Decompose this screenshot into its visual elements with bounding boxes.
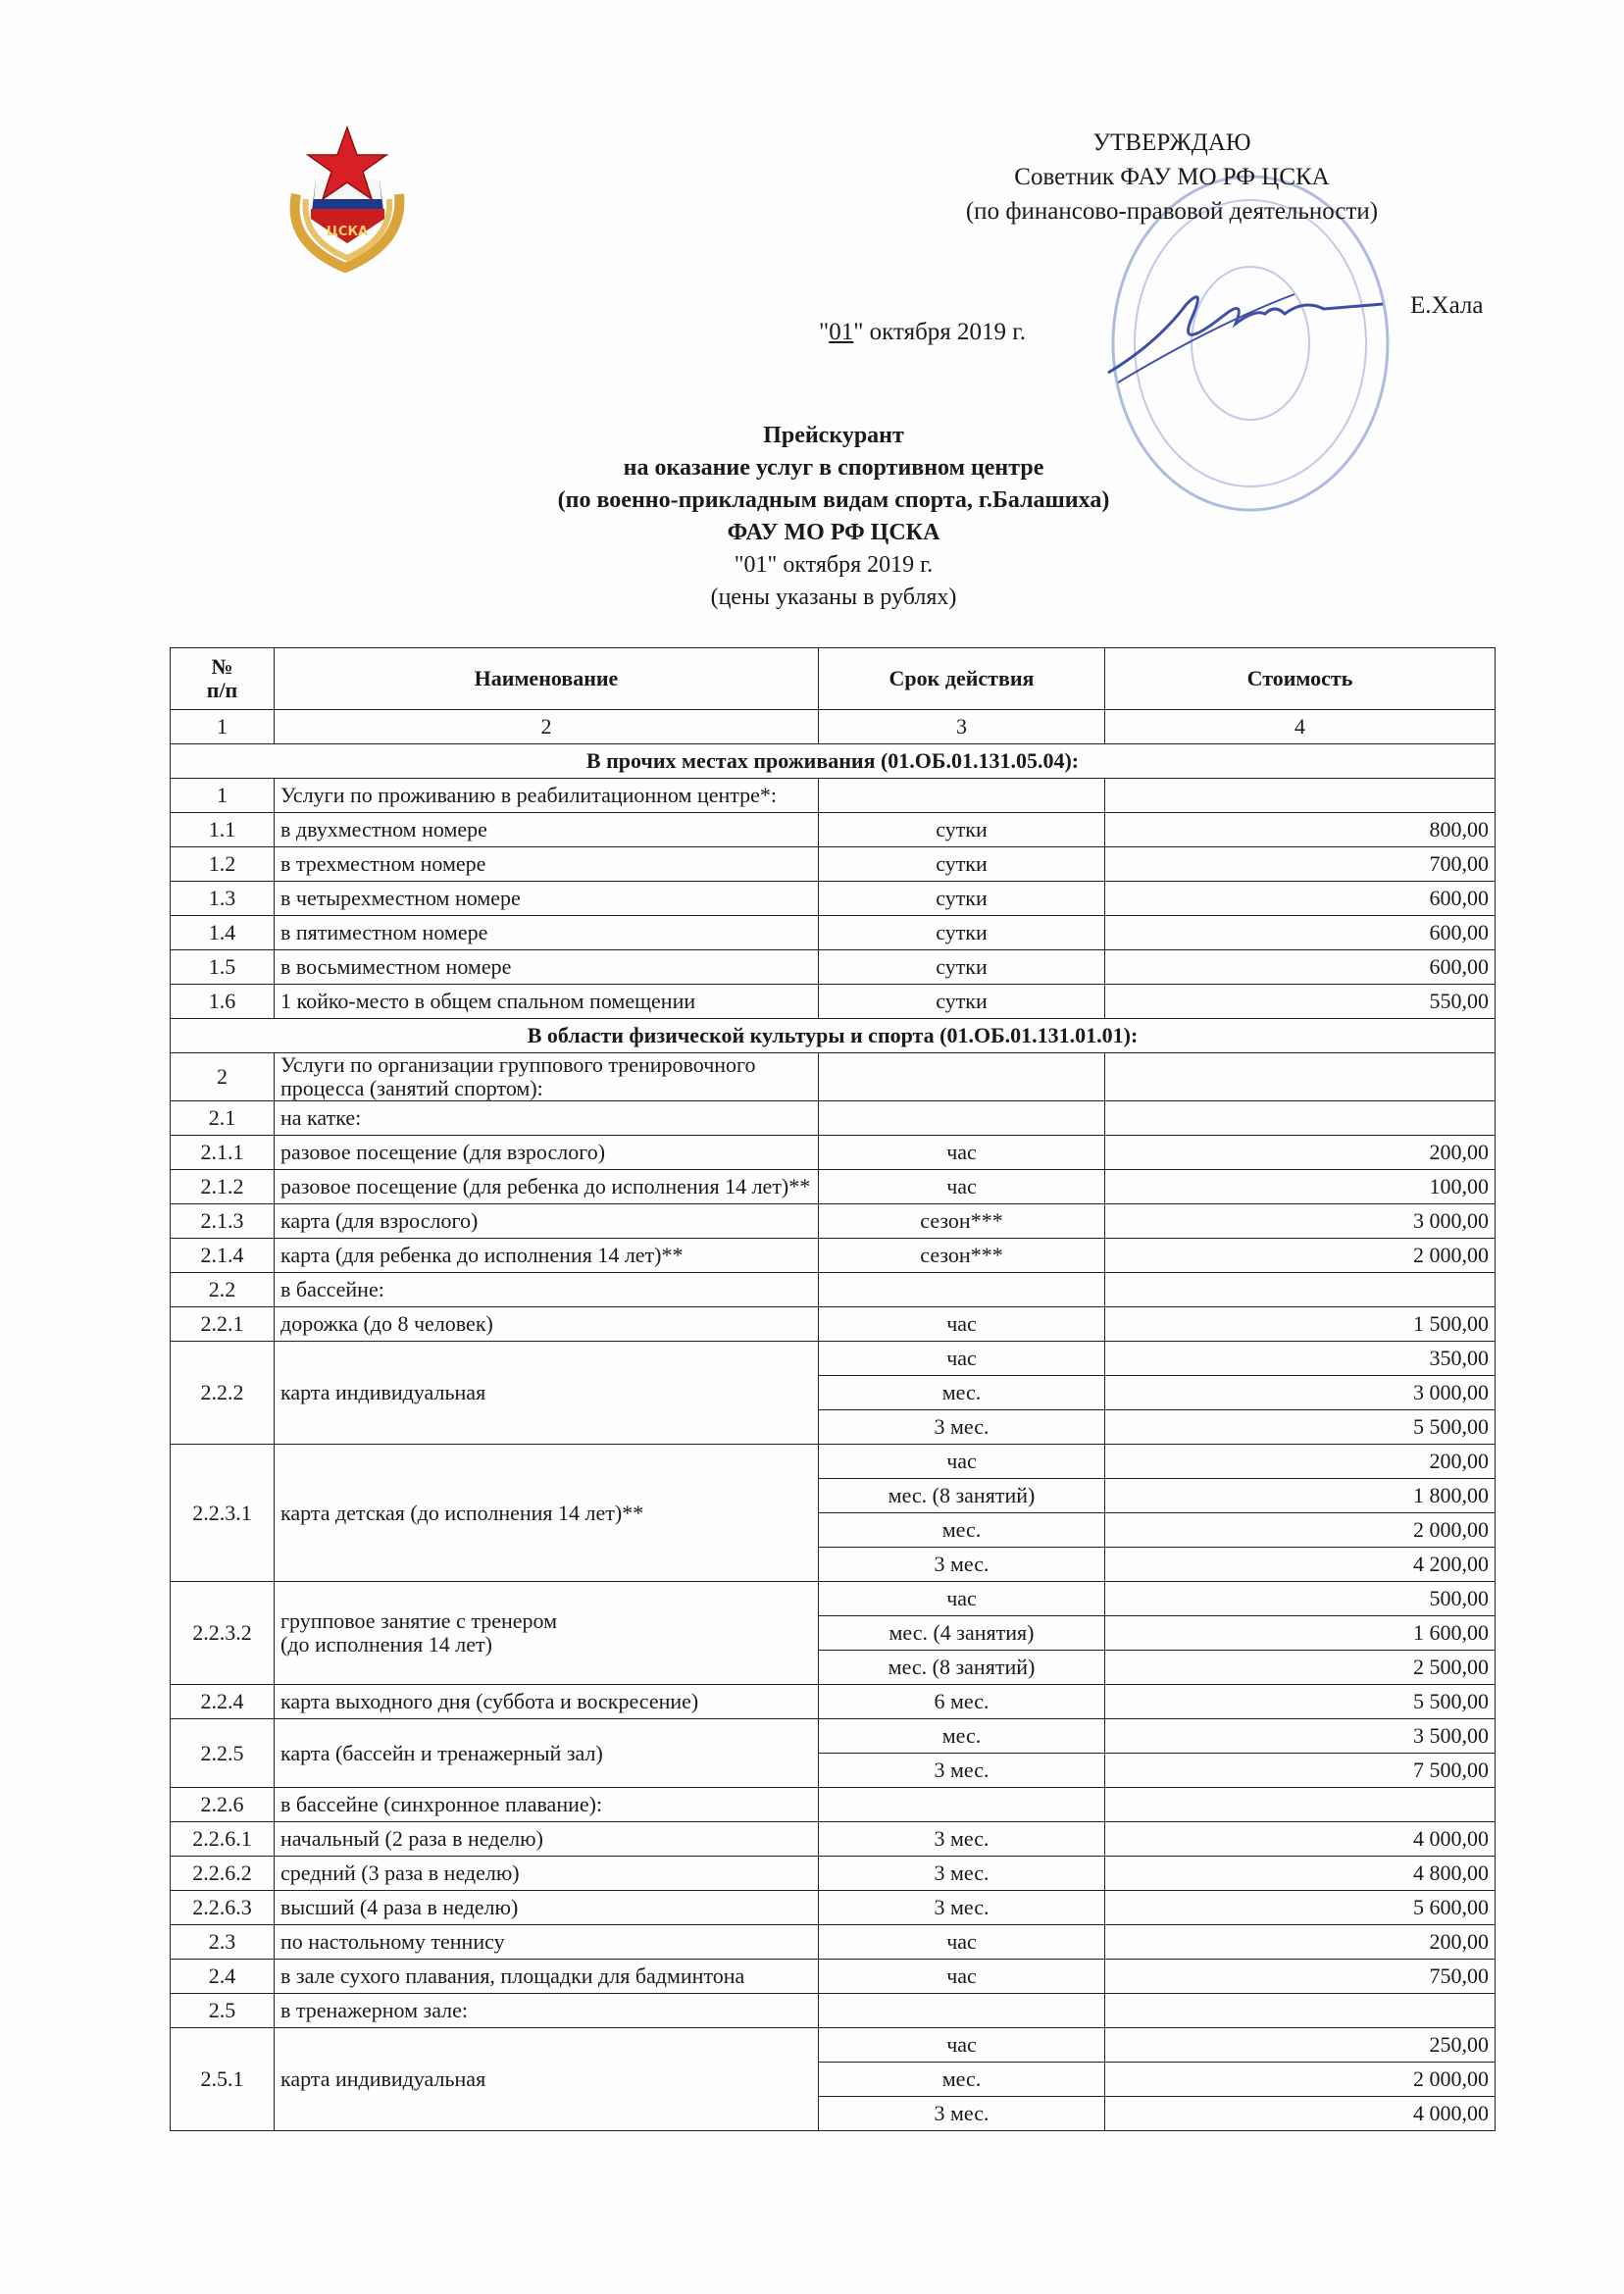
row-price: 600,00 [1105, 916, 1496, 950]
row-term: 6 мес. [819, 1685, 1105, 1719]
section-title: В области физической культуры и спорта (01.ОБ.01.131.01.01): [171, 1019, 1496, 1053]
row-term [819, 1101, 1105, 1136]
cska-emblem-logo [286, 126, 414, 273]
row-name: Услуги по организации группового тренировочного процесса (занятий спортом): [275, 1053, 819, 1101]
section-row [171, 1019, 1496, 1053]
approval-date-quote: " [819, 319, 830, 345]
row-term: сезон*** [819, 1239, 1105, 1273]
approval-position-detail: (по финансово-правовой деятельности) [965, 198, 1379, 225]
row-number: 2.2.3.1 [171, 1445, 275, 1582]
row-price [1105, 779, 1496, 813]
row-term: сутки [819, 847, 1105, 882]
row-term: сутки [819, 950, 1105, 985]
table-header-row [171, 648, 1496, 710]
header-number-sign: № [211, 654, 233, 679]
approval-date [819, 319, 1026, 346]
row-price: 5 600,00 [1105, 1891, 1496, 1925]
row-term: 3 мес. [819, 1891, 1105, 1925]
table-row [171, 847, 1496, 882]
row-term: час [819, 1307, 1105, 1342]
row-number: 2.2.6.2 [171, 1857, 275, 1891]
table-row [171, 1685, 1496, 1719]
row-price: 200,00 [1105, 1136, 1496, 1170]
row-term: 3 мес. [819, 1754, 1105, 1788]
row-number: 2.1.3 [171, 1204, 275, 1239]
row-term: мес. [819, 1719, 1105, 1754]
row-price: 1 500,00 [1105, 1307, 1496, 1342]
table-row [171, 1101, 1496, 1136]
table-row [171, 1445, 1496, 1479]
row-price: 600,00 [1105, 950, 1496, 985]
row-price: 4 000,00 [1105, 2097, 1496, 2131]
row-number: 1.2 [171, 847, 275, 882]
table-row [171, 1582, 1496, 1616]
row-term: час [819, 1342, 1105, 1376]
approval-position: Советник ФАУ МО РФ ЦСКА [1014, 164, 1330, 190]
header-number [171, 648, 275, 710]
row-number: 2.2.2 [171, 1342, 275, 1445]
row-name: карта индивидуальная [275, 1342, 819, 1445]
row-number: 2.2.6 [171, 1788, 275, 1822]
row-name: в четырехместном номере [275, 882, 819, 916]
table-row [171, 1239, 1496, 1273]
row-term: 3 мес. [819, 2097, 1105, 2131]
colnum: 1 [171, 710, 275, 744]
table-row [171, 1994, 1496, 2028]
title-line-1: Прейскурант [763, 423, 904, 448]
row-price: 2 500,00 [1105, 1651, 1496, 1685]
row-name: разовое посещение (для взрослого) [275, 1136, 819, 1170]
price-table [170, 647, 1496, 2131]
row-price: 350,00 [1105, 1342, 1496, 1376]
row-price: 3 500,00 [1105, 1719, 1496, 1754]
row-term: сутки [819, 916, 1105, 950]
row-name: начальный (2 раза в неделю) [275, 1822, 819, 1857]
row-number: 1.3 [171, 882, 275, 916]
row-name: карта детская (до исполнения 14 лет)** [275, 1445, 819, 1582]
row-number: 2.2.4 [171, 1685, 275, 1719]
column-number-row [171, 710, 1496, 744]
row-price: 500,00 [1105, 1582, 1496, 1616]
row-term: 3 мес. [819, 1548, 1105, 1582]
row-number: 1.6 [171, 985, 275, 1019]
title-date: "01" октября 2019 г. [734, 552, 934, 578]
row-term [819, 1273, 1105, 1307]
table-row [171, 2028, 1496, 2063]
row-term: сутки [819, 985, 1105, 1019]
row-term [819, 1788, 1105, 1822]
row-number: 2.2.1 [171, 1307, 275, 1342]
row-term: сутки [819, 813, 1105, 847]
approval-heading: УТВЕРЖДАЮ [1092, 129, 1251, 156]
row-number: 2.2.3.2 [171, 1582, 275, 1685]
table-row [171, 1273, 1496, 1307]
section-row [171, 744, 1496, 779]
row-number: 2.3 [171, 1925, 275, 1960]
row-number: 2.2.6.3 [171, 1891, 275, 1925]
row-term: мес. [819, 2063, 1105, 2097]
row-number: 1.1 [171, 813, 275, 847]
header-name: Наименование [275, 648, 819, 710]
row-name: карта индивидуальная [275, 2028, 819, 2131]
row-price: 700,00 [1105, 847, 1496, 882]
row-price [1105, 1994, 1496, 2028]
title-line-2: на оказание услуг в спортивном центре [623, 455, 1044, 481]
row-number: 2.1.1 [171, 1136, 275, 1170]
row-term: час [819, 1136, 1105, 1170]
row-name: разовое посещение (для ребенка до исполнения 14 лет)** [275, 1170, 819, 1204]
table-row [171, 1307, 1496, 1342]
row-name: на катке: [275, 1101, 819, 1136]
row-price: 4 800,00 [1105, 1857, 1496, 1891]
table-row [171, 1788, 1496, 1822]
table-row [171, 1342, 1496, 1376]
row-name: в бассейне: [275, 1273, 819, 1307]
header-term: Срок действия [819, 648, 1105, 710]
row-name: 1 койко-место в общем спальном помещении [275, 985, 819, 1019]
row-name: высший (4 раза в неделю) [275, 1891, 819, 1925]
approval-date-rest: " октября 2019 г. [853, 319, 1026, 345]
row-name: в пятиместном номере [275, 916, 819, 950]
row-price: 7 500,00 [1105, 1754, 1496, 1788]
table-row [171, 813, 1496, 847]
row-number: 1 [171, 779, 275, 813]
section-title: В прочих местах проживания (01.ОБ.01.131.05.04): [171, 744, 1496, 779]
table-row [171, 1170, 1496, 1204]
row-name: в тренажерном зале: [275, 1994, 819, 2028]
row-name: Услуги по проживанию в реабилитационном центре*: [275, 779, 819, 813]
row-price [1105, 1101, 1496, 1136]
row-price: 800,00 [1105, 813, 1496, 847]
table-row [171, 916, 1496, 950]
row-term: 3 мес. [819, 1410, 1105, 1445]
row-name-line: (до исполнения 14 лет) [280, 1632, 492, 1657]
row-number: 2.5 [171, 1994, 275, 2028]
row-number: 2.2.5 [171, 1719, 275, 1788]
row-price: 600,00 [1105, 882, 1496, 916]
row-price [1105, 1053, 1496, 1101]
row-name: карта выходного дня (суббота и воскресение) [275, 1685, 819, 1719]
table-row [171, 985, 1496, 1019]
row-number: 2 [171, 1053, 275, 1101]
header-price: Стоимость [1105, 648, 1496, 710]
row-price: 4 200,00 [1105, 1548, 1496, 1582]
row-price: 3 000,00 [1105, 1204, 1496, 1239]
emblem-text: ЦСКА [326, 225, 369, 239]
row-name: в зале сухого плавания, площадки для бадминтона [275, 1960, 819, 1994]
row-name: карта (для взрослого) [275, 1204, 819, 1239]
row-term: час [819, 1582, 1105, 1616]
row-price: 2 000,00 [1105, 1513, 1496, 1548]
row-number: 1.5 [171, 950, 275, 985]
title-note: (цены указаны в рублях) [710, 585, 957, 610]
row-price: 550,00 [1105, 985, 1496, 1019]
table-row [171, 1960, 1496, 1994]
table-row [171, 1891, 1496, 1925]
row-term: час [819, 1170, 1105, 1204]
table-row [171, 1719, 1496, 1754]
approval-date-day: 01 [829, 319, 854, 345]
header-number-abbr: п/п [206, 678, 238, 702]
row-price: 750,00 [1105, 1960, 1496, 1994]
row-name: в восьмиместном номере [275, 950, 819, 985]
table-row [171, 882, 1496, 916]
row-number: 2.1.4 [171, 1239, 275, 1273]
colnum: 2 [275, 710, 819, 744]
row-number: 2.1.2 [171, 1170, 275, 1204]
document-title [294, 420, 1373, 614]
row-term: сутки [819, 882, 1105, 916]
row-term: час [819, 1445, 1105, 1479]
table-row [171, 1857, 1496, 1891]
row-term: час [819, 2028, 1105, 2063]
row-price: 2 000,00 [1105, 1239, 1496, 1273]
colnum: 4 [1105, 710, 1496, 744]
row-price: 3 000,00 [1105, 1376, 1496, 1410]
row-name: в трехместном номере [275, 847, 819, 882]
table-row [171, 1136, 1496, 1170]
table-row [171, 779, 1496, 813]
row-term: час [819, 1960, 1105, 1994]
row-price: 1 600,00 [1105, 1616, 1496, 1651]
table-row [171, 1925, 1496, 1960]
row-name: карта (для ребенка до исполнения 14 лет)** [275, 1239, 819, 1273]
row-price: 100,00 [1105, 1170, 1496, 1204]
colnum: 3 [819, 710, 1105, 744]
row-term: мес. [819, 1376, 1105, 1410]
row-term: час [819, 1925, 1105, 1960]
table-row [171, 1822, 1496, 1857]
row-price: 1 800,00 [1105, 1479, 1496, 1513]
row-price: 4 000,00 [1105, 1822, 1496, 1857]
row-price [1105, 1788, 1496, 1822]
table-row [171, 1053, 1496, 1101]
approval-block [912, 126, 1432, 229]
row-price: 200,00 [1105, 1445, 1496, 1479]
row-number: 2.4 [171, 1960, 275, 1994]
row-price: 200,00 [1105, 1925, 1496, 1960]
signer-name: Е.Хала [1410, 292, 1484, 319]
table-row [171, 1204, 1496, 1239]
row-price: 2 000,00 [1105, 2063, 1496, 2097]
row-number: 2.2 [171, 1273, 275, 1307]
title-line-3: (по военно-прикладным видам спорта, г.Балашиха) [557, 487, 1110, 513]
row-term: мес. (8 занятий) [819, 1651, 1105, 1685]
row-price: 5 500,00 [1105, 1410, 1496, 1445]
row-term: сезон*** [819, 1204, 1105, 1239]
row-term: мес. (8 занятий) [819, 1479, 1105, 1513]
row-term: 3 мес. [819, 1857, 1105, 1891]
table-row [171, 950, 1496, 985]
row-term: 3 мес. [819, 1822, 1105, 1857]
row-price: 250,00 [1105, 2028, 1496, 2063]
row-name: средний (3 раза в неделю) [275, 1857, 819, 1891]
row-number: 2.2.6.1 [171, 1822, 275, 1857]
row-name: в двухместном номере [275, 813, 819, 847]
row-number: 2.1 [171, 1101, 275, 1136]
row-term [819, 1994, 1105, 2028]
row-term [819, 779, 1105, 813]
title-line-4: ФАУ МО РФ ЦСКА [727, 520, 940, 545]
row-price [1105, 1273, 1496, 1307]
row-term: мес. [819, 1513, 1105, 1548]
row-name-line: групповое занятие с тренером [280, 1608, 558, 1633]
row-name: карта (бассейн и тренажерный зал) [275, 1719, 819, 1788]
row-name: в бассейне (синхронное плавание): [275, 1788, 819, 1822]
row-number: 1.4 [171, 916, 275, 950]
row-term [819, 1053, 1105, 1101]
row-name: дорожка (до 8 человек) [275, 1307, 819, 1342]
row-name [275, 1582, 819, 1685]
handwritten-signature [1098, 265, 1393, 392]
row-price: 5 500,00 [1105, 1685, 1496, 1719]
row-number: 2.5.1 [171, 2028, 275, 2131]
row-term: мес. (4 занятия) [819, 1616, 1105, 1651]
row-name: по настольному теннису [275, 1925, 819, 1960]
